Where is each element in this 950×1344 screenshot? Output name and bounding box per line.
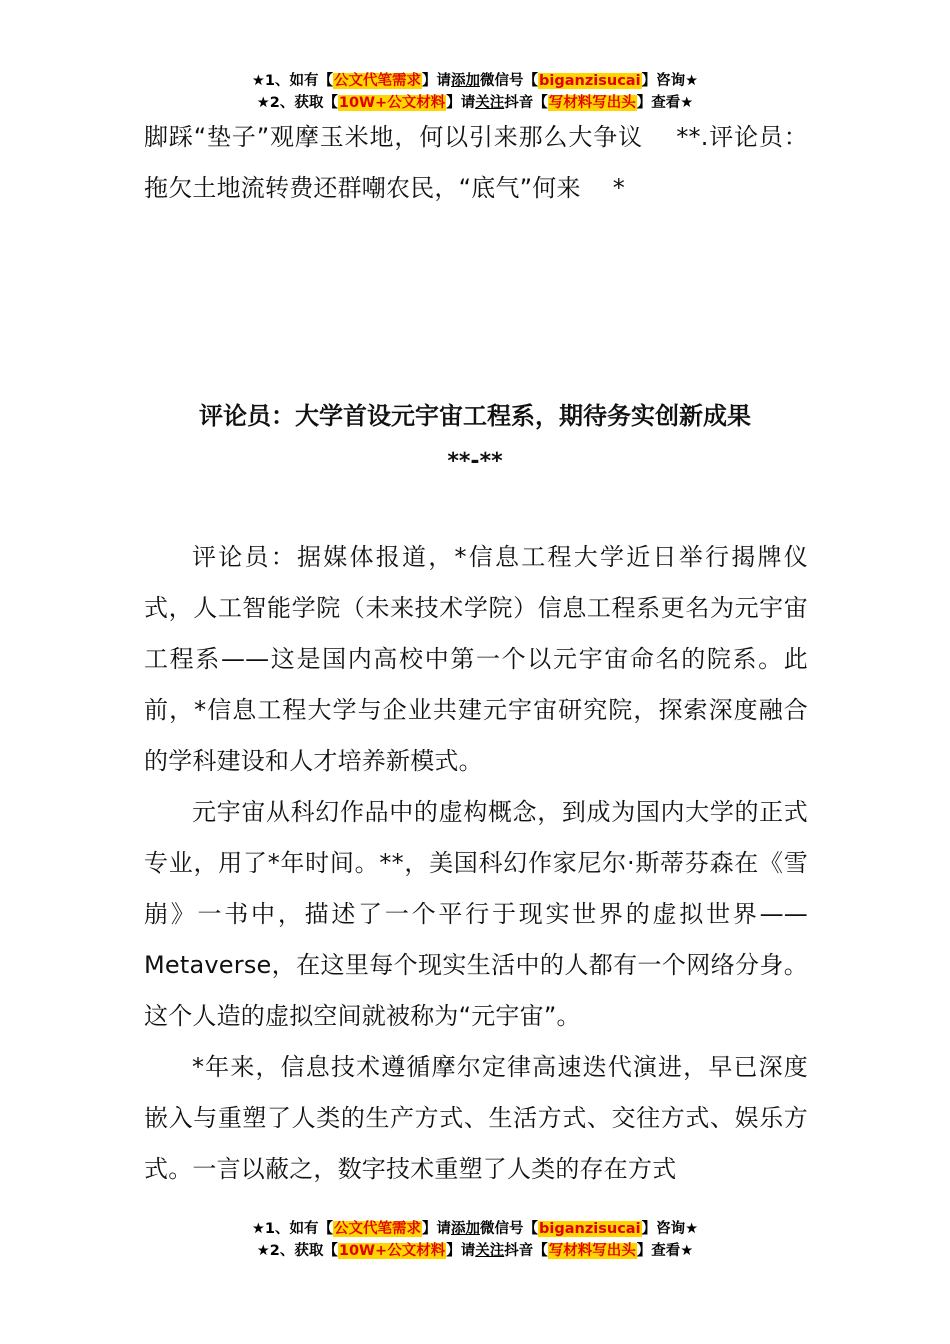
banner-text: 】查看★	[636, 1243, 694, 1259]
banner-text: ★1、如有【	[251, 1221, 334, 1237]
banner-line-1	[0, 1218, 950, 1240]
highlight-account: 写材料写出头	[548, 1243, 636, 1259]
banner-text: 抖音【	[504, 95, 548, 111]
paragraph-1: 评论员：据媒体报道，*信息工程大学近日举行揭牌仪式，人工智能学院（未来技术学院）信息工程系更名为元宇宙工程系——这是国内高校中第一个以元宇宙命名的院系。此前，*信息工程大学与企业共建元宇宙研究院，探索深度融合的学科建设和人才培养新模式。	[144, 543, 808, 775]
highlight-materials: 10W+公文材料	[338, 95, 446, 111]
article-author: **-**	[447, 449, 503, 474]
underlined-add: 添加	[451, 73, 481, 89]
underlined-add: 添加	[451, 1221, 481, 1237]
banner-text: 】查看★	[636, 95, 694, 111]
highlight-writing-service: 公文代笔需求	[334, 1221, 422, 1237]
banner-text: 】请	[422, 1221, 452, 1237]
banner-text: 】请	[446, 95, 476, 111]
paragraph-2: 元宇宙从科幻作品中的虚构概念，到成为国内大学的正式专业，用了*年时间。**，美国科幻作家尼尔·斯蒂芬森在《雪崩》一书中，描述了一个平行于现实世界的虚拟世界——Metaverse，在这里每个现实生活中的人都有一个网络分身。这个人造的虚拟空间就被称为“元宇宙”。	[144, 798, 808, 1030]
highlight-materials: 10W+公文材料	[338, 1243, 446, 1259]
highlight-wechat-id: biganzisucai	[539, 1221, 641, 1237]
banner-text: ★1、如有【	[251, 73, 334, 89]
underlined-follow: 关注	[475, 1243, 505, 1259]
paragraph-3: *年来，信息技术遵循摩尔定律高速迭代演进，早已深度嵌入与重塑了人类的生产方式、生活方式、交往方式、娱乐方式。一言以蔽之，数字技术重塑了人类的存在方式	[144, 1053, 808, 1183]
banner-text: ★2、获取【	[256, 1243, 338, 1259]
banner-text: 】请	[446, 1243, 476, 1259]
banner-text: 】咨询★	[641, 73, 699, 89]
banner-line-1	[0, 70, 950, 92]
banner-line-2	[0, 1240, 950, 1262]
highlight-wechat-id: biganzisucai	[539, 73, 641, 89]
continuation-text	[144, 112, 808, 214]
highlight-writing-service: 公文代笔需求	[334, 73, 422, 89]
highlight-account: 写材料写出头	[548, 95, 636, 111]
banner-text: 微信号【	[480, 73, 539, 89]
underlined-follow: 关注	[475, 95, 505, 111]
banner-line-2	[0, 92, 950, 114]
article-title: 评论员：大学首设元宇宙工程系，期待务实创新成果	[199, 402, 751, 430]
banner-text: 微信号【	[480, 1221, 539, 1237]
article-body	[144, 532, 808, 1195]
banner-text: 】请	[422, 73, 452, 89]
banner-text: ★2、获取【	[256, 95, 338, 111]
continuation-paragraph: 脚踩“垫子”观摩玉米地，何以引来那么大争议 **.评论员：拖欠土地流转费还群嘲农民，“底气”何来 *	[144, 123, 808, 202]
banner-text: 】咨询★	[641, 1221, 699, 1237]
banner-text: 抖音【	[504, 1243, 548, 1259]
header-banner	[0, 70, 950, 114]
footer-banner	[0, 1218, 950, 1262]
